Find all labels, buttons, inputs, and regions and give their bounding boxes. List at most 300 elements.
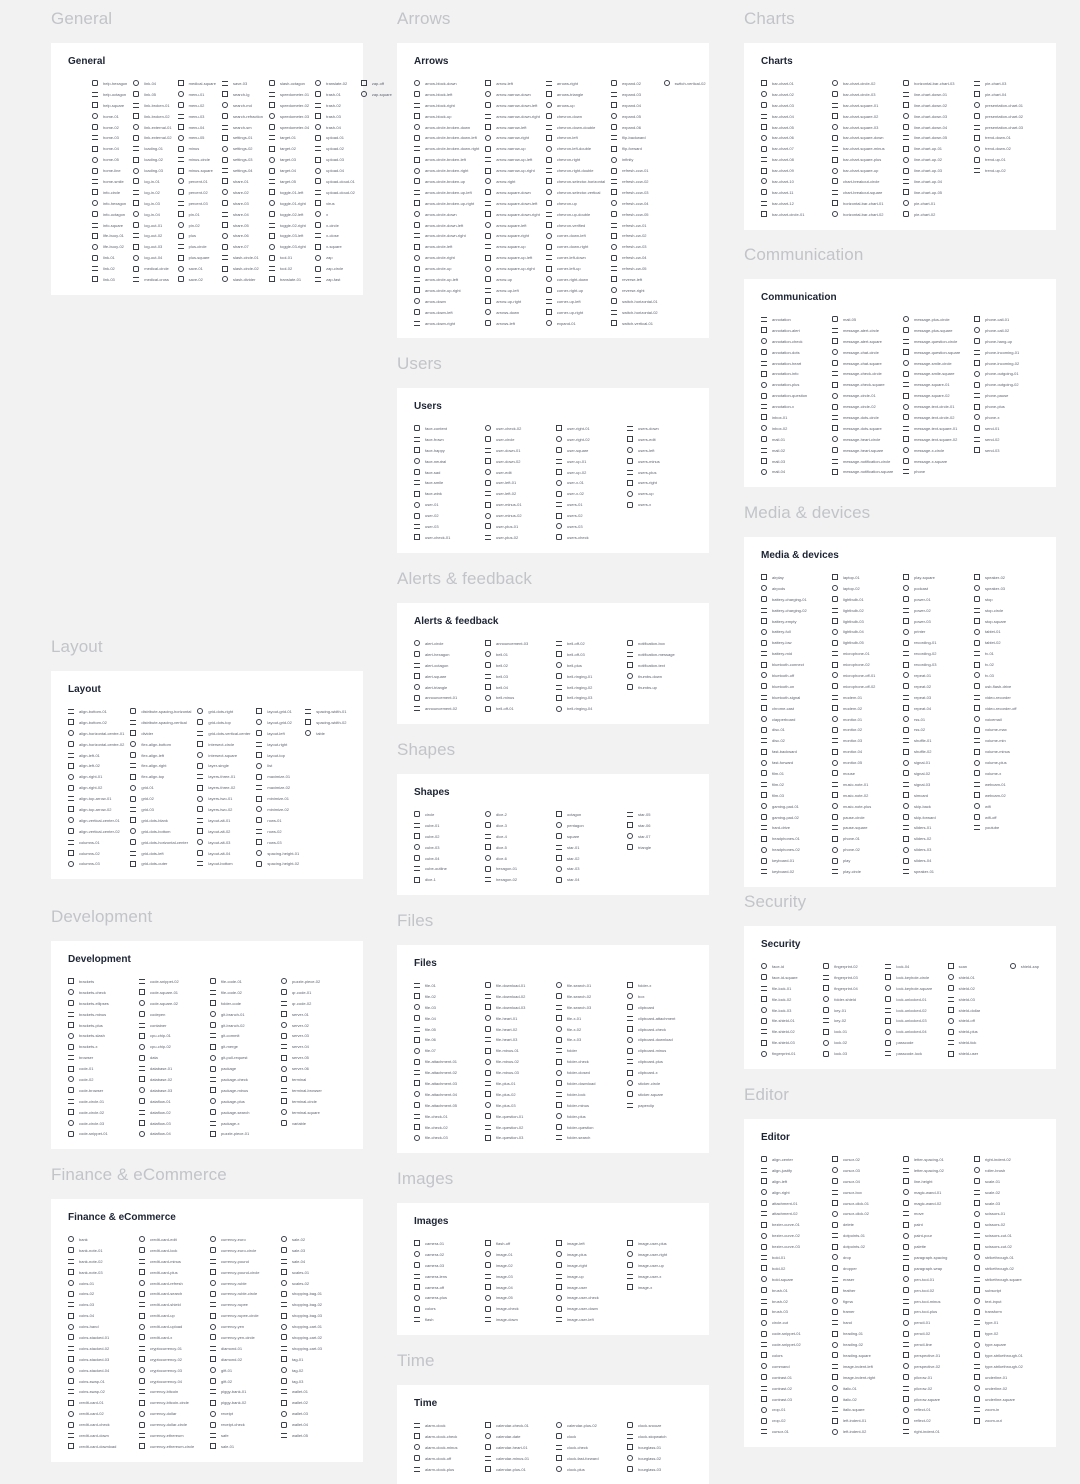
icon-item[interactable] — [139, 1343, 204, 1354]
icon-item[interactable] — [627, 1442, 692, 1453]
icon-item[interactable] — [832, 122, 897, 133]
icon-item[interactable] — [761, 154, 826, 165]
icon-item[interactable] — [256, 793, 299, 804]
icon-item[interactable] — [903, 659, 968, 670]
icon-item[interactable] — [210, 1386, 275, 1397]
icon-item[interactable] — [68, 1386, 133, 1397]
icon-item[interactable] — [761, 412, 826, 423]
icon-item[interactable] — [269, 274, 309, 285]
icon-item[interactable] — [903, 1426, 968, 1437]
icon-item[interactable] — [611, 318, 658, 329]
icon-item[interactable] — [832, 89, 897, 100]
icon-item[interactable] — [974, 1208, 1039, 1219]
icon-item[interactable] — [315, 230, 355, 241]
icon-item[interactable] — [130, 782, 191, 793]
icon-item[interactable] — [903, 209, 968, 220]
icon-item[interactable] — [210, 1365, 275, 1376]
icon-item[interactable] — [485, 187, 540, 198]
icon-item[interactable] — [222, 176, 263, 187]
icon-item[interactable] — [139, 1267, 204, 1278]
icon-item[interactable] — [414, 143, 479, 154]
icon-item[interactable] — [256, 750, 299, 761]
icon-item[interactable] — [832, 757, 897, 768]
icon-item[interactable] — [832, 412, 897, 423]
icon-item[interactable] — [627, 1260, 692, 1271]
icon-item[interactable] — [414, 853, 479, 864]
icon-item[interactable] — [556, 1100, 621, 1111]
icon-item[interactable] — [974, 401, 1039, 412]
icon-item[interactable] — [222, 198, 263, 209]
icon-item[interactable] — [611, 187, 658, 198]
icon-item[interactable] — [178, 252, 216, 263]
icon-item[interactable] — [761, 1306, 826, 1317]
icon-item[interactable] — [832, 833, 897, 844]
icon-item[interactable] — [611, 220, 658, 231]
icon-item[interactable] — [485, 671, 550, 682]
icon-item[interactable] — [485, 1260, 550, 1271]
icon-item[interactable] — [823, 983, 879, 994]
icon-item[interactable] — [627, 467, 692, 478]
icon-item[interactable] — [68, 1128, 133, 1139]
icon-item[interactable] — [556, 1464, 621, 1475]
icon-item[interactable] — [281, 1052, 346, 1063]
icon-item[interactable] — [832, 1372, 897, 1383]
icon-item[interactable] — [903, 111, 968, 122]
icon-item[interactable] — [903, 1415, 968, 1426]
icon-item[interactable] — [269, 252, 309, 263]
icon-item[interactable] — [761, 111, 826, 122]
icon-item[interactable] — [832, 637, 897, 648]
icon-item[interactable] — [974, 423, 1039, 434]
icon-item[interactable] — [222, 154, 263, 165]
icon-item[interactable] — [832, 78, 897, 89]
icon-item[interactable] — [832, 368, 897, 379]
icon-item[interactable] — [485, 456, 550, 467]
icon-item[interactable] — [414, 638, 479, 649]
icon-item[interactable] — [485, 1034, 550, 1045]
icon-item[interactable] — [832, 801, 897, 812]
icon-item[interactable] — [139, 976, 204, 987]
icon-item[interactable] — [414, 499, 479, 510]
icon-item[interactable] — [546, 122, 605, 133]
icon-item[interactable] — [903, 358, 968, 369]
icon-item[interactable] — [948, 994, 1004, 1005]
icon-item[interactable] — [92, 209, 127, 220]
icon-item[interactable] — [832, 1394, 897, 1405]
icon-item[interactable] — [139, 1245, 204, 1256]
icon-item[interactable] — [546, 209, 605, 220]
icon-item[interactable] — [139, 1052, 204, 1063]
icon-item[interactable] — [315, 89, 355, 100]
icon-item[interactable] — [974, 368, 1039, 379]
icon-item[interactable] — [948, 961, 1004, 972]
icon-item[interactable] — [315, 241, 355, 252]
icon-item[interactable] — [130, 706, 191, 717]
icon-item[interactable] — [133, 176, 171, 187]
icon-item[interactable] — [178, 187, 216, 198]
icon-item[interactable] — [974, 1372, 1039, 1383]
icon-item[interactable] — [68, 1245, 133, 1256]
icon-item[interactable] — [92, 154, 127, 165]
icon-item[interactable] — [130, 826, 191, 837]
icon-item[interactable] — [269, 241, 309, 252]
icon-item[interactable] — [556, 1282, 621, 1293]
icon-item[interactable] — [885, 1015, 941, 1026]
icon-item[interactable] — [556, 1420, 621, 1431]
icon-item[interactable] — [761, 390, 826, 401]
icon-item[interactable] — [885, 961, 941, 972]
icon-item[interactable] — [68, 739, 124, 750]
icon-item[interactable] — [761, 735, 826, 746]
icon-item[interactable] — [556, 456, 621, 467]
icon-item[interactable] — [974, 1394, 1039, 1405]
icon-item[interactable] — [414, 100, 479, 111]
icon-item[interactable] — [485, 296, 540, 307]
icon-item[interactable] — [974, 692, 1039, 703]
icon-item[interactable] — [974, 605, 1039, 616]
icon-item[interactable] — [546, 252, 605, 263]
icon-item[interactable] — [139, 1118, 204, 1129]
icon-item[interactable] — [627, 1034, 692, 1045]
icon-item[interactable] — [485, 638, 550, 649]
icon-item[interactable] — [556, 703, 621, 714]
icon-item[interactable] — [485, 682, 550, 693]
icon-item[interactable] — [222, 89, 263, 100]
icon-item[interactable] — [761, 198, 826, 209]
icon-item[interactable] — [903, 176, 968, 187]
icon-item[interactable] — [611, 296, 658, 307]
icon-item[interactable] — [761, 822, 826, 833]
icon-item[interactable] — [414, 692, 479, 703]
icon-item[interactable] — [68, 837, 124, 848]
icon-item[interactable] — [414, 1292, 479, 1303]
icon-item[interactable] — [485, 111, 540, 122]
icon-item[interactable] — [485, 209, 540, 220]
icon-item[interactable] — [197, 750, 250, 761]
icon-item[interactable] — [832, 692, 897, 703]
icon-item[interactable] — [832, 314, 897, 325]
icon-item[interactable] — [197, 837, 250, 848]
icon-item[interactable] — [832, 670, 897, 681]
icon-item[interactable] — [485, 1122, 550, 1133]
icon-item[interactable] — [281, 1354, 346, 1365]
icon-item[interactable] — [903, 866, 968, 877]
icon-item[interactable] — [832, 1306, 897, 1317]
icon-item[interactable] — [903, 790, 968, 801]
icon-item[interactable] — [903, 1394, 968, 1405]
icon-item[interactable] — [315, 165, 355, 176]
icon-item[interactable] — [485, 274, 540, 285]
icon-item[interactable] — [130, 750, 191, 761]
icon-item[interactable] — [761, 336, 826, 347]
icon-item[interactable] — [256, 804, 299, 815]
icon-item[interactable] — [556, 809, 621, 820]
icon-item[interactable] — [903, 466, 968, 477]
icon-item[interactable] — [761, 681, 826, 692]
icon-item[interactable] — [974, 358, 1039, 369]
icon-item[interactable] — [627, 434, 692, 445]
icon-item[interactable] — [414, 1078, 479, 1089]
icon-item[interactable] — [903, 1361, 968, 1372]
icon-item[interactable] — [281, 1343, 346, 1354]
icon-item[interactable] — [210, 1278, 275, 1289]
icon-item[interactable] — [485, 649, 550, 660]
icon-item[interactable] — [974, 1187, 1039, 1198]
icon-item[interactable] — [222, 274, 263, 285]
icon-item[interactable] — [210, 1096, 275, 1107]
icon-item[interactable] — [256, 717, 299, 728]
icon-item[interactable] — [414, 220, 479, 231]
icon-item[interactable] — [315, 154, 355, 165]
icon-item[interactable] — [546, 89, 605, 100]
icon-item[interactable] — [485, 198, 540, 209]
icon-item[interactable] — [485, 488, 550, 499]
icon-item[interactable] — [903, 401, 968, 412]
icon-item[interactable] — [974, 790, 1039, 801]
icon-item[interactable] — [281, 1118, 346, 1129]
icon-item[interactable] — [832, 616, 897, 627]
icon-item[interactable] — [197, 728, 250, 739]
icon-item[interactable] — [761, 714, 826, 725]
icon-item[interactable] — [414, 649, 479, 660]
icon-item[interactable] — [761, 347, 826, 358]
icon-item[interactable] — [832, 434, 897, 445]
icon-item[interactable] — [832, 1274, 897, 1285]
icon-item[interactable] — [903, 692, 968, 703]
icon-item[interactable] — [832, 1383, 897, 1394]
icon-item[interactable] — [485, 1067, 550, 1078]
icon-item[interactable] — [92, 274, 127, 285]
icon-item[interactable] — [832, 626, 897, 637]
icon-item[interactable] — [133, 154, 171, 165]
icon-item[interactable] — [178, 198, 216, 209]
icon-item[interactable] — [485, 1100, 550, 1111]
icon-item[interactable] — [269, 198, 309, 209]
icon-item[interactable] — [761, 1285, 826, 1296]
icon-item[interactable] — [556, 682, 621, 693]
icon-item[interactable] — [68, 1009, 133, 1020]
icon-item[interactable] — [197, 815, 250, 826]
icon-item[interactable] — [974, 1230, 1039, 1241]
icon-item[interactable] — [68, 1118, 133, 1129]
icon-item[interactable] — [485, 1271, 550, 1282]
icon-item[interactable] — [974, 111, 1039, 122]
icon-item[interactable] — [903, 801, 968, 812]
icon-item[interactable] — [556, 1089, 621, 1100]
icon-item[interactable] — [974, 735, 1039, 746]
icon-item[interactable] — [556, 1111, 621, 1122]
icon-item[interactable] — [139, 1234, 204, 1245]
icon-item[interactable] — [485, 220, 540, 231]
icon-item[interactable] — [903, 368, 968, 379]
icon-item[interactable] — [414, 1453, 479, 1464]
icon-item[interactable] — [485, 307, 540, 318]
icon-item[interactable] — [974, 626, 1039, 637]
icon-item[interactable] — [281, 1397, 346, 1408]
icon-item[interactable] — [269, 111, 309, 122]
icon-item[interactable] — [178, 209, 216, 220]
icon-item[interactable] — [256, 848, 299, 859]
icon-item[interactable] — [761, 1048, 817, 1059]
icon-item[interactable] — [178, 154, 216, 165]
icon-item[interactable] — [178, 132, 216, 143]
icon-item[interactable] — [485, 1002, 550, 1013]
icon-item[interactable] — [546, 132, 605, 143]
icon-item[interactable] — [832, 456, 897, 467]
icon-item[interactable] — [761, 165, 826, 176]
icon-item[interactable] — [903, 1372, 968, 1383]
icon-item[interactable] — [485, 980, 550, 991]
icon-item[interactable] — [256, 815, 299, 826]
icon-item[interactable] — [414, 423, 479, 434]
icon-item[interactable] — [627, 423, 692, 434]
icon-item[interactable] — [210, 1376, 275, 1387]
icon-item[interactable] — [903, 89, 968, 100]
icon-item[interactable] — [68, 804, 124, 815]
icon-item[interactable] — [178, 143, 216, 154]
icon-item[interactable] — [761, 1296, 826, 1307]
icon-item[interactable] — [414, 263, 479, 274]
icon-item[interactable] — [133, 230, 171, 241]
icon-item[interactable] — [761, 1274, 826, 1285]
icon-item[interactable] — [761, 1176, 826, 1187]
icon-item[interactable] — [832, 659, 897, 670]
icon-item[interactable] — [832, 1404, 897, 1415]
icon-item[interactable] — [556, 1002, 621, 1013]
icon-item[interactable] — [485, 1282, 550, 1293]
icon-item[interactable] — [414, 1122, 479, 1133]
icon-item[interactable] — [832, 648, 897, 659]
icon-item[interactable] — [556, 842, 621, 853]
icon-item[interactable] — [414, 703, 479, 714]
icon-item[interactable] — [281, 1310, 346, 1321]
icon-item[interactable] — [761, 812, 826, 823]
icon-item[interactable] — [903, 735, 968, 746]
icon-item[interactable] — [485, 521, 550, 532]
icon-item[interactable] — [222, 122, 263, 133]
icon-item[interactable] — [974, 801, 1039, 812]
icon-item[interactable] — [903, 1328, 968, 1339]
icon-item[interactable] — [903, 456, 968, 467]
icon-item[interactable] — [92, 241, 127, 252]
icon-item[interactable] — [414, 1420, 479, 1431]
icon-item[interactable] — [256, 826, 299, 837]
icon-item[interactable] — [414, 111, 479, 122]
icon-item[interactable] — [832, 176, 897, 187]
icon-item[interactable] — [68, 1267, 133, 1278]
icon-item[interactable] — [68, 1063, 133, 1074]
icon-item[interactable] — [485, 863, 550, 874]
icon-item[interactable] — [761, 401, 826, 412]
icon-item[interactable] — [627, 1464, 692, 1475]
icon-item[interactable] — [546, 318, 605, 329]
icon-item[interactable] — [68, 858, 124, 869]
icon-item[interactable] — [414, 1282, 479, 1293]
icon-item[interactable] — [556, 638, 621, 649]
icon-item[interactable] — [414, 1056, 479, 1067]
icon-item[interactable] — [210, 1343, 275, 1354]
icon-item[interactable] — [414, 1464, 479, 1475]
icon-item[interactable] — [68, 1365, 133, 1376]
icon-item[interactable] — [903, 648, 968, 659]
icon-item[interactable] — [546, 230, 605, 241]
icon-item[interactable] — [210, 1441, 275, 1452]
icon-item[interactable] — [903, 122, 968, 133]
icon-item[interactable] — [68, 1332, 133, 1343]
icon-item[interactable] — [832, 714, 897, 725]
icon-item[interactable] — [281, 1430, 346, 1441]
icon-item[interactable] — [178, 100, 216, 111]
icon-item[interactable] — [903, 1187, 968, 1198]
icon-item[interactable] — [68, 706, 124, 717]
icon-item[interactable] — [627, 1078, 692, 1089]
icon-item[interactable] — [903, 198, 968, 209]
icon-item[interactable] — [627, 842, 692, 853]
icon-item[interactable] — [68, 1278, 133, 1289]
icon-item[interactable] — [885, 972, 941, 983]
icon-item[interactable] — [832, 1339, 897, 1350]
icon-item[interactable] — [210, 1419, 275, 1430]
icon-item[interactable] — [832, 735, 897, 746]
icon-item[interactable] — [627, 980, 692, 991]
icon-item[interactable] — [414, 1111, 479, 1122]
icon-item[interactable] — [414, 209, 479, 220]
icon-item[interactable] — [611, 274, 658, 285]
icon-item[interactable] — [903, 1230, 968, 1241]
icon-item[interactable] — [414, 1067, 479, 1078]
icon-item[interactable] — [832, 844, 897, 855]
icon-item[interactable] — [68, 728, 124, 739]
icon-item[interactable] — [611, 252, 658, 263]
icon-item[interactable] — [485, 510, 550, 521]
icon-item[interactable] — [281, 1278, 346, 1289]
icon-item[interactable] — [222, 263, 263, 274]
icon-item[interactable] — [761, 132, 826, 143]
icon-item[interactable] — [414, 241, 479, 252]
icon-item[interactable] — [130, 815, 191, 826]
icon-item[interactable] — [315, 220, 355, 231]
icon-item[interactable] — [139, 1365, 204, 1376]
icon-item[interactable] — [414, 1034, 479, 1045]
icon-item[interactable] — [139, 1074, 204, 1085]
icon-item[interactable] — [414, 1100, 479, 1111]
icon-item[interactable] — [222, 78, 263, 89]
icon-item[interactable] — [485, 318, 540, 329]
icon-item[interactable] — [556, 1013, 621, 1024]
icon-item[interactable] — [68, 750, 124, 761]
icon-item[interactable] — [281, 1419, 346, 1430]
icon-item[interactable] — [832, 724, 897, 735]
icon-item[interactable] — [556, 1249, 621, 1260]
icon-item[interactable] — [832, 1165, 897, 1176]
icon-item[interactable] — [281, 1321, 346, 1332]
icon-item[interactable] — [974, 1361, 1039, 1372]
icon-item[interactable] — [761, 122, 826, 133]
icon-item[interactable] — [832, 1241, 897, 1252]
icon-item[interactable] — [761, 358, 826, 369]
icon-item[interactable] — [627, 1045, 692, 1056]
icon-item[interactable] — [761, 1187, 826, 1198]
icon-item[interactable] — [414, 1260, 479, 1271]
icon-item[interactable] — [92, 89, 127, 100]
icon-item[interactable] — [948, 1015, 1004, 1026]
icon-item[interactable] — [974, 616, 1039, 627]
icon-item[interactable] — [761, 844, 826, 855]
icon-item[interactable] — [281, 987, 346, 998]
icon-item[interactable] — [832, 401, 897, 412]
icon-item[interactable] — [485, 230, 540, 241]
icon-item[interactable] — [903, 594, 968, 605]
